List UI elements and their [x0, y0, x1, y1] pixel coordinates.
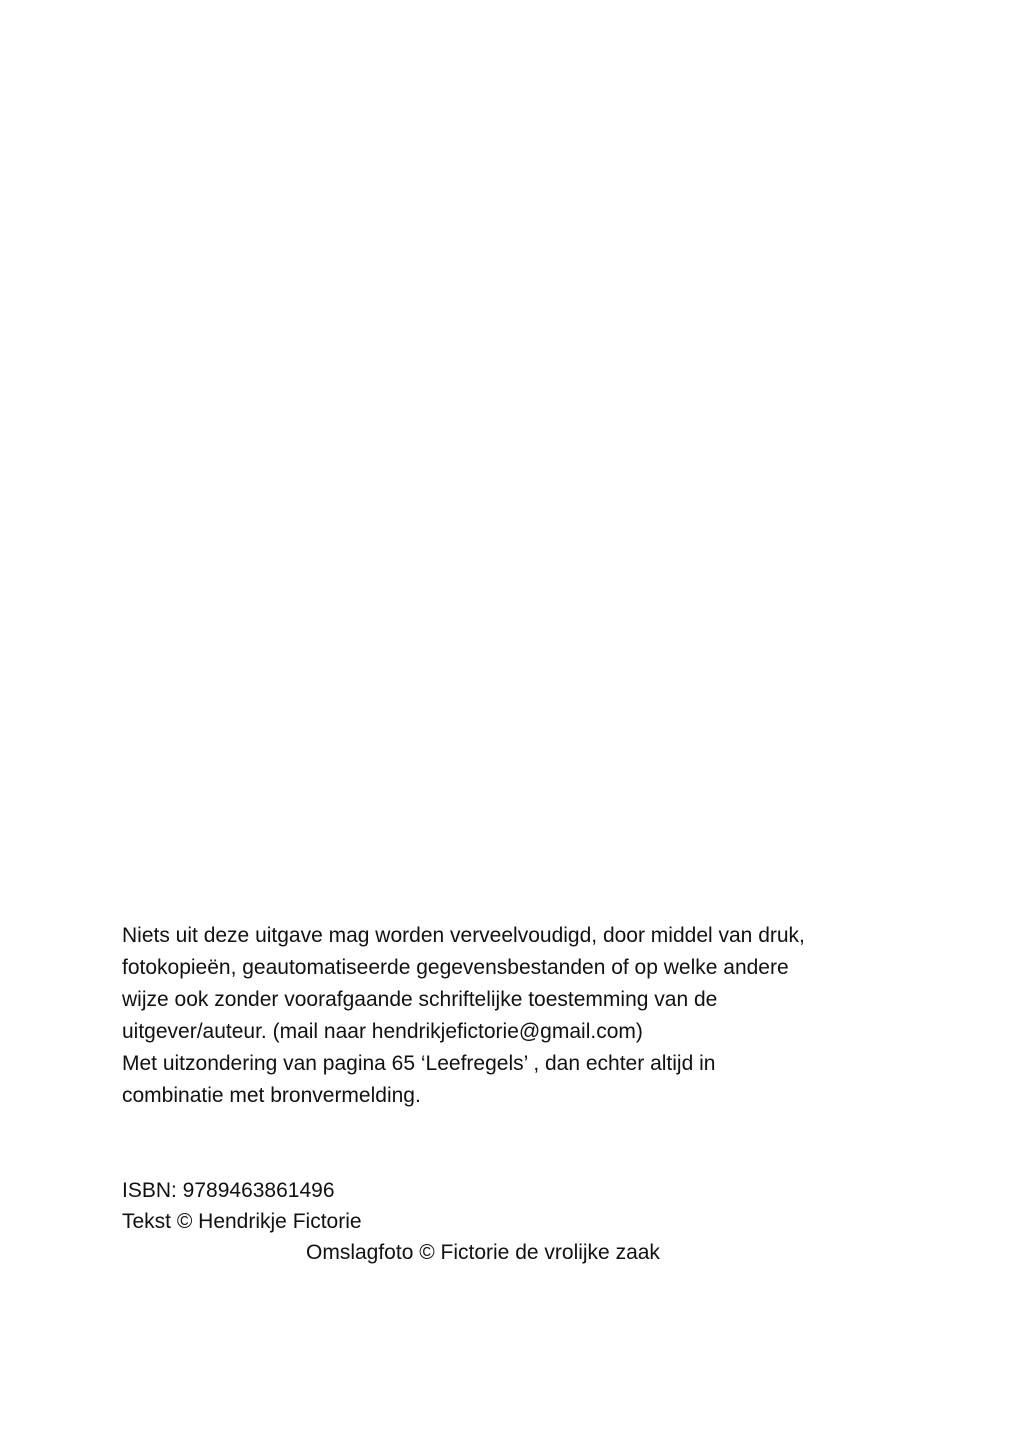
notice-line: Niets uit deze uitgave mag worden verveelvoudigd, door middel van druk, — [122, 924, 805, 947]
notice-line: wijze ook zonder voorafgaande schriftelijke toestemming van de — [122, 988, 718, 1011]
copyright-notice — [122, 920, 922, 1112]
notice-line: Met uitzondering van pagina 65 ‘Leefregels’ , dan echter altijd in — [122, 1052, 716, 1075]
notice-line: uitgever/auteur. (mail naar hendrikjefictorie@gmail.com) — [122, 1020, 643, 1043]
notice-line: fotokopieën, geautomatiseerde gegevensbestanden of op welke andere — [122, 956, 789, 979]
text-credit-line: Tekst © Hendrikje Fictorie — [122, 1210, 362, 1233]
isbn-line: ISBN: 9789463861496 — [122, 1179, 335, 1202]
cover-photo-credit-line: Omslagfoto © Fictorie de vrolijke zaak — [306, 1241, 660, 1264]
notice-line: combinatie met bronvermelding. — [122, 1084, 421, 1107]
colophon — [122, 1175, 922, 1268]
